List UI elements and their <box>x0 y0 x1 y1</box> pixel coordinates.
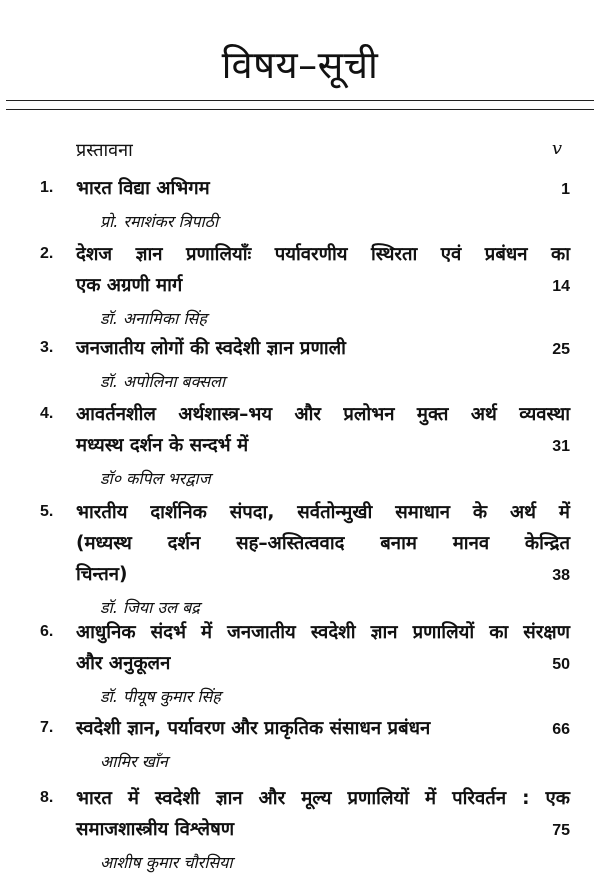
page-title: विषय–सूची <box>221 43 379 87</box>
entry-number: 8. <box>40 789 54 806</box>
entry-title-line <box>76 433 570 459</box>
entry-title-line <box>76 651 570 677</box>
entry-title-line <box>76 273 570 299</box>
entry-number: 6. <box>40 623 54 640</box>
entry-page-number: 66 <box>552 721 570 738</box>
entry-title-line <box>76 562 570 588</box>
entry-number: 3. <box>40 339 54 356</box>
entry-author: डॉ० कपिल भरद्वाज <box>100 469 211 488</box>
entry-title-line <box>76 336 570 362</box>
entry-title-line <box>76 531 570 557</box>
entry-title-line <box>76 817 570 843</box>
entry-page-number: 50 <box>552 656 570 673</box>
entry-title-text: जनजातीय लोगों की स्वदेशी ज्ञान प्रणाली <box>76 338 346 359</box>
entry-page-number: 25 <box>552 341 570 358</box>
entry-title-line <box>76 786 570 812</box>
entry-title-line <box>76 242 570 268</box>
entry-title-line <box>76 500 570 526</box>
entry-title-line <box>76 402 570 428</box>
entry-title-text: भारत में स्वदेशी ज्ञान और मूल्य प्रणालियों में परिवर्तन : एक <box>76 788 570 809</box>
preface-page: v <box>551 138 562 159</box>
entry-author: डॉ. जिया उल बद्र <box>100 598 200 617</box>
entry-number: 4. <box>40 405 54 422</box>
entry-number: 1. <box>40 179 54 196</box>
entry-page-number: 14 <box>552 278 570 295</box>
entry-page-number: 38 <box>552 567 570 584</box>
entry-title-text: एक अग्रणी मार्ग <box>76 275 183 296</box>
entry-page-number: 1 <box>561 181 570 198</box>
entry-page-number: 75 <box>552 822 570 839</box>
entry-title-text: भारत विद्या अभिगम <box>76 178 210 199</box>
entry-title-text: मध्यस्थ दर्शन के सन्दर्भ में <box>76 435 249 456</box>
entry-number: 2. <box>40 245 54 262</box>
entry-title-line <box>76 620 570 646</box>
entry-title-text: भारतीय दार्शनिक संपदा, सर्वतोन्मुखी समाधान के अर्थ में <box>76 502 570 523</box>
entry-title-text: स्वदेशी ज्ञान, पर्यावरण और प्राकृतिक संसाधन प्रबंधन <box>76 718 431 739</box>
entry-author: आमिर खाँन <box>100 752 168 771</box>
entry-title-text: आवर्तनशील अर्थशास्त्र–भय और प्रलोभन मुक्त अर्थ व्यवस्था <box>76 404 570 425</box>
title-rule-lower <box>6 109 594 110</box>
title-rule-upper <box>6 100 594 101</box>
entry-title-text: और अनुकूलन <box>76 653 171 674</box>
entry-title-text: आधुनिक संदर्भ में जनजातीय स्वदेशी ज्ञान प्रणालियों का संरक्षण <box>76 622 570 643</box>
preface-entry <box>76 138 562 162</box>
entry-title-line <box>76 716 570 742</box>
entry-author: आशीष कुमार चौरसिया <box>100 853 233 872</box>
entry-page-number: 31 <box>552 438 570 455</box>
entry-title-text: समाजशास्त्रीय विश्लेषण <box>76 819 235 840</box>
entry-title-text: देशज ज्ञान प्रणालियाँः पर्यावरणीय स्थिरता एवं प्रबंधन का <box>76 244 570 265</box>
entry-title-text: चिन्तन) <box>76 564 128 585</box>
entry-number: 5. <box>40 503 54 520</box>
entry-title-text: (मध्यस्थ दर्शन सह–अस्तित्ववाद बनाम मानव केन्द्रित <box>76 533 570 554</box>
entry-author: डॉ. पीयूष कुमार सिंह <box>100 687 221 706</box>
preface-label: प्रस्तावना <box>76 140 133 161</box>
entry-author: डॉ. अनामिका सिंह <box>100 309 207 328</box>
entry-number: 7. <box>40 719 54 736</box>
entry-author: डॉ. अपोलिना बक्सला <box>100 372 226 391</box>
entry-author: प्रो. रमाशंकर त्रिपाठी <box>100 212 219 231</box>
entry-title-line <box>76 176 570 202</box>
